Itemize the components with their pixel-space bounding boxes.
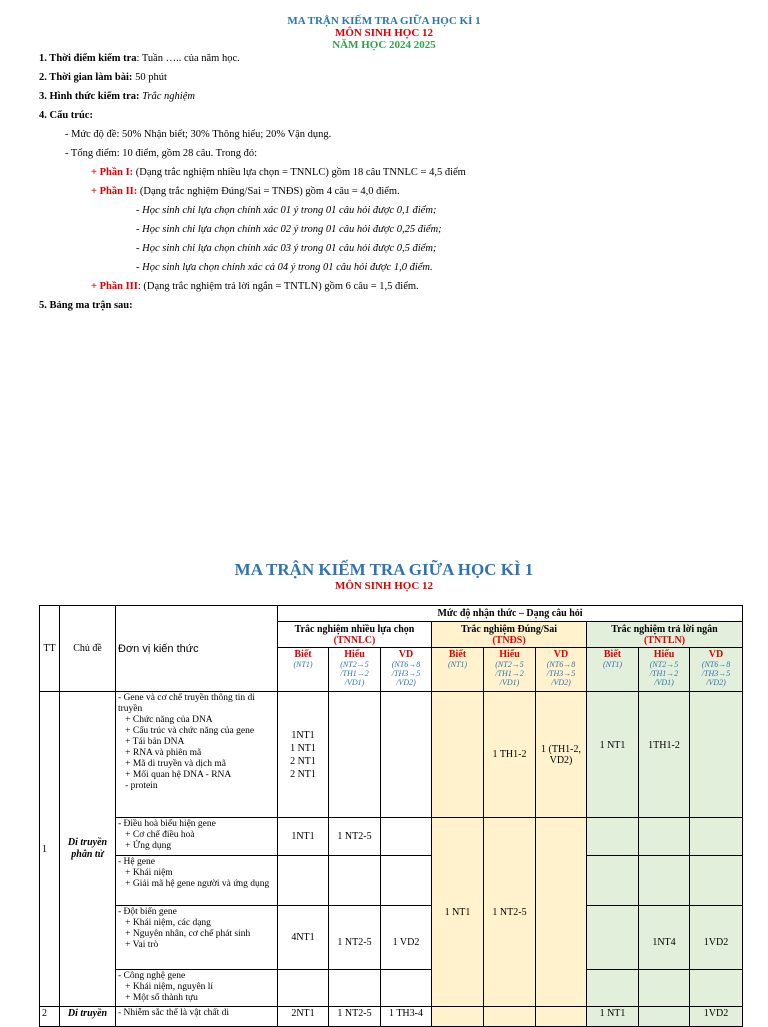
info-format: 3. Hình thức kiểm tra: Trắc nghiệm	[39, 91, 195, 102]
row2-g3-biet	[587, 818, 639, 856]
row2-g1-hieu: 1 NT2-5	[329, 818, 381, 856]
info-difficulty: - Mức độ đề: 50% Nhận biết; 30% Thông hiểu; 20% Vận dụng.	[65, 129, 332, 140]
col-unit: Đơn vị kiến thức	[116, 606, 278, 692]
row4-g1-vd: 1 VD2	[381, 906, 432, 970]
info-part2: + Phần II: (Dạng trắc nghiệm Đúng/Sai = TNĐS) gồm 4 câu = 4,0 điểm.	[91, 186, 400, 197]
row1-g1-vd	[381, 692, 432, 818]
row1-g3-hieu: 1TH1-2	[639, 692, 690, 818]
row3-g3-hieu	[639, 856, 690, 906]
g3-hieu-header: Hiểu (NT2→5 /TH1→2 /VD1)	[639, 648, 690, 692]
info-duration: 2. Thời gian làm bài: 50 phút	[39, 72, 167, 83]
info-part2-rule2: - Học sinh chỉ lựa chọn chính xác 02 ý trong 01 câu hỏi được 0,25 điểm;	[136, 224, 442, 235]
row4-g1-biet: 4NT1	[278, 906, 329, 970]
row3-g3-vd	[690, 856, 743, 906]
row2-g1-biet: 1NT1	[278, 818, 329, 856]
row6-g1-vd: 1 TH3-4	[381, 1007, 432, 1027]
row4-g3-biet	[587, 906, 639, 970]
info-part3: + Phần III: (Dạng trắc nghiệm trả lời ngắn = TNTLN) gồm 6 câu = 1,5 điểm.	[91, 281, 419, 292]
matrix-header	[0, 560, 768, 592]
header-title: MA TRẬN KIẾM TRA GIỮA HỌC KÌ 1	[287, 15, 481, 27]
row3-unit: - Hệ gene + Khái niệm + Giải mã hệ gene người và ứng dụng	[116, 856, 278, 906]
merged-g2-vd	[536, 818, 587, 1007]
group-tnds-header: Trắc nghiệm Đúng/Sai (TNĐS)	[432, 622, 587, 648]
g2-vd-header: VD (NT6→8 /TH3→5 /VD2)	[536, 648, 587, 692]
matrix-table	[39, 605, 743, 1027]
row2-g3-hieu	[639, 818, 690, 856]
row6-unit: - Nhiễm sắc thể là vật chất di	[116, 1007, 278, 1027]
table-row	[40, 692, 743, 818]
row2-unit: - Điều hoà biểu hiện gene + Cơ chế điều hoà + Ứng dụng	[116, 818, 278, 856]
row6-g3-vd: 1VD2	[690, 1007, 743, 1027]
row1-g3-biet: 1 NT1	[587, 692, 639, 818]
row6-tt: 2	[40, 1007, 60, 1027]
row5-g3-hieu	[639, 970, 690, 1007]
info-part1: + Phần I: (Dạng trắc nghiệm nhiều lựa chọn = TNNLC) gồm 18 câu TNNLC = 4,5 điểm	[91, 167, 466, 178]
info-total-score: - Tổng điểm: 10 điểm, gồm 28 câu. Trong đó:	[65, 148, 258, 159]
row1-unit: - Gene và cơ chế truyền thông tin di truyền + Chức năng của DNA + Cấu trúc và chức năng của gene + Tái bản DNA + RNA và phiên mã + Mã di truyền và dịch mã + Mối quan hệ DNA - RNA - protein	[116, 692, 278, 818]
row4-unit: - Đột biến gene + Khái niệm, các dạng + Nguyên nhân, cơ chế phát sinh + Vai trò	[116, 906, 278, 970]
row1-g3-vd	[690, 692, 743, 818]
row6-g1-hieu: 1 NT2-5	[329, 1007, 381, 1027]
col-topic: Chủ đề	[60, 606, 116, 692]
g1-vd-header: VD (NT6→8 /TH3→5 /VD2)	[381, 648, 432, 692]
group-tnnlc-header: Trắc nghiệm nhiều lựa chọn (TNNLC)	[278, 622, 432, 648]
header-year: NĂM HỌC 2024 2025	[332, 39, 436, 51]
row5-g1-vd	[381, 970, 432, 1007]
row5-g3-biet	[587, 970, 639, 1007]
row3-g1-vd	[381, 856, 432, 906]
row1-g2-biet	[432, 692, 484, 818]
row2-g3-vd	[690, 818, 743, 856]
info-part2-rule4: - Học sinh lựa chọn chính xác cả 04 ý trong 01 câu hỏi được 1,0 điểm.	[136, 262, 433, 273]
row3-g1-hieu	[329, 856, 381, 906]
group-tntln-header: Trắc nghiệm trả lời ngắn (TNTLN)	[587, 622, 743, 648]
merged-g2-hieu: 1 NT2-5	[484, 818, 536, 1007]
row3-g1-biet	[278, 856, 329, 906]
row1-g2-vd: 1 (TH1-2, VD2)	[536, 692, 587, 818]
row4-g3-vd: 1VD2	[690, 906, 743, 970]
merged-g2-biet: 1 NT1	[432, 818, 484, 1007]
row1-tt: 1	[40, 692, 60, 1007]
g1-biet-header: Biết (NT1)	[278, 648, 329, 692]
row5-unit: - Công nghệ gene + Khái niệm, nguyên lí + Một số thành tựu	[116, 970, 278, 1007]
table-row	[40, 906, 743, 970]
row6-g1-biet: 2NT1	[278, 1007, 329, 1027]
table-row	[40, 970, 743, 1007]
row1-topic: Di truyền phân tử	[60, 692, 116, 1007]
row6-g3-biet: 1 NT1	[587, 1007, 639, 1027]
col-level-group: Mức độ nhận thức – Dạng câu hỏi	[278, 606, 743, 622]
header-subject: MÔN SINH HỌC 12	[334, 27, 434, 39]
row1-g1-hieu	[329, 692, 381, 818]
info-part2-rule1: - Học sinh chỉ lựa chọn chính xác 01 ý trong 01 câu hỏi được 0,1 điểm;	[136, 205, 437, 216]
row4-g1-hieu: 1 NT2-5	[329, 906, 381, 970]
info-part2-rule3: - Học sinh chỉ lựa chọn chính xác 03 ý trong 01 câu hỏi được 0,5 điểm;	[136, 243, 437, 254]
info-time-point: 1. Thời điểm kiểm tra: Tuần ….. của năm học.	[39, 53, 240, 64]
row2-g1-vd	[381, 818, 432, 856]
g2-hieu-header: Hiểu (NT2→5 /TH1→2 /VD1)	[484, 648, 536, 692]
row4-g3-hieu: 1NT4	[639, 906, 690, 970]
matrix-subtitle: MÔN SINH HỌC 12	[334, 580, 434, 592]
info-structure-label: 4. Cấu trúc:	[39, 110, 93, 121]
row1-g1-biet: 1NT1 1 NT1 2 NT1 2 NT1	[278, 692, 329, 818]
table-row	[40, 818, 743, 856]
row5-g1-biet	[278, 970, 329, 1007]
g1-hieu-header: Hiểu (NT2→5 /TH1→2 /VD1)	[329, 648, 381, 692]
matrix-title: MA TRẬN KIẾM TRA GIỮA HỌC KÌ 1	[234, 560, 534, 579]
info-matrix-label: 5. Bảng ma trận sau:	[39, 300, 133, 311]
row3-g3-biet	[587, 856, 639, 906]
document-header	[0, 15, 768, 51]
g3-vd-header: VD (NT6→8 /TH3→5 /VD2)	[690, 648, 743, 692]
row6-topic: Di truyền	[60, 1007, 116, 1027]
row5-g1-hieu	[329, 970, 381, 1007]
col-tt: TT	[40, 606, 60, 692]
table-row	[40, 856, 743, 906]
row5-g3-vd	[690, 970, 743, 1007]
g3-biet-header: Biết (NT1)	[587, 648, 639, 692]
g2-biet-header: Biết (NT1)	[432, 648, 484, 692]
row1-g2-hieu: 1 TH1-2	[484, 692, 536, 818]
